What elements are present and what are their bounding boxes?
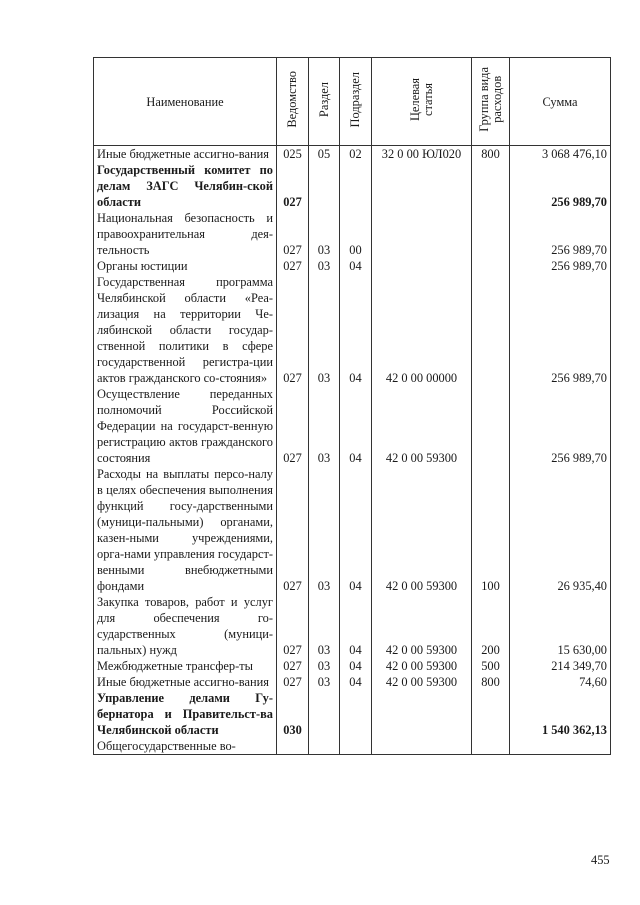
cell-summa: 26 935,40 — [510, 466, 611, 594]
budget-table — [93, 57, 611, 755]
cell-gruppa: 500 — [472, 658, 510, 674]
table-row — [94, 386, 611, 466]
cell-ved: 027 — [277, 466, 309, 594]
cell-name: Закупка товаров, работ и услуг для обеспечения го-сударственных (муници-пальных) нужд — [94, 594, 277, 658]
table-row — [94, 274, 611, 386]
cell-podrazdel: 04 — [340, 594, 372, 658]
cell-name: Расходы на выплаты персо-налу в целях обеспечения выполнения функций госу-дарственными (муници-пальными) органами, казен-ными учреждениями, орга-нами управления государст-венными внебюджетными фондами — [94, 466, 277, 594]
cell-podrazdel — [340, 162, 372, 210]
cell-podrazdel: 04 — [340, 386, 372, 466]
cell-ved: 030 — [277, 690, 309, 738]
cell-celevaya: 42 0 00 59300 — [372, 674, 472, 690]
cell-celevaya — [372, 738, 472, 755]
cell-podrazdel: 04 — [340, 674, 372, 690]
cell-razdel: 05 — [309, 146, 340, 163]
cell-summa: 15 630,00 — [510, 594, 611, 658]
cell-razdel: 03 — [309, 210, 340, 258]
cell-celevaya: 32 0 00 ЮЛ020 — [372, 146, 472, 163]
cell-ved: 027 — [277, 674, 309, 690]
header-summa — [510, 58, 611, 146]
cell-name: Осуществление переданных полномочий Российской Федерации на государст-венную регистрацию актов гражданского состояния — [94, 386, 277, 466]
cell-podrazdel: 00 — [340, 210, 372, 258]
table-header — [94, 58, 611, 146]
cell-podrazdel: 04 — [340, 658, 372, 674]
cell-razdel: 03 — [309, 674, 340, 690]
cell-gruppa — [472, 210, 510, 258]
cell-summa: 256 989,70 — [510, 258, 611, 274]
cell-name: Органы юстиции — [94, 258, 277, 274]
cell-podrazdel: 02 — [340, 146, 372, 163]
cell-razdel: 03 — [309, 466, 340, 594]
table-row — [94, 674, 611, 690]
header-ved — [277, 58, 309, 146]
page-number: 455 — [591, 853, 610, 867]
cell-ved: 027 — [277, 274, 309, 386]
cell-razdel: 03 — [309, 386, 340, 466]
cell-razdel: 03 — [309, 594, 340, 658]
cell-name: Межбюджетные трансфер-ты — [94, 658, 277, 674]
cell-ved: 025 — [277, 146, 309, 163]
cell-name: Управление делами Гу-бернатора и Правительст-ва Челябинской области — [94, 690, 277, 738]
cell-celevaya — [372, 162, 472, 210]
header-summa-label: Сумма — [542, 94, 578, 109]
cell-celevaya — [372, 258, 472, 274]
table-row — [94, 210, 611, 258]
cell-name: Иные бюджетные ассигно-вания — [94, 674, 277, 690]
cell-name: Общегосударственные во- — [94, 738, 277, 755]
cell-podrazdel — [340, 738, 372, 755]
cell-summa: 256 989,70 — [510, 210, 611, 258]
cell-ved — [277, 738, 309, 755]
cell-gruppa: 800 — [472, 146, 510, 163]
cell-razdel: 03 — [309, 258, 340, 274]
table-row — [94, 690, 611, 738]
cell-ved: 027 — [277, 386, 309, 466]
cell-celevaya — [372, 210, 472, 258]
cell-ved: 027 — [277, 594, 309, 658]
cell-gruppa: 200 — [472, 594, 510, 658]
table-row — [94, 466, 611, 594]
cell-celevaya: 42 0 00 59300 — [372, 386, 472, 466]
cell-celevaya: 42 0 00 59300 — [372, 594, 472, 658]
table-row — [94, 594, 611, 658]
cell-summa: 256 989,70 — [510, 274, 611, 386]
cell-podrazdel: 04 — [340, 466, 372, 594]
cell-gruppa — [472, 738, 510, 755]
cell-celevaya — [372, 690, 472, 738]
cell-gruppa — [472, 690, 510, 738]
cell-razdel — [309, 162, 340, 210]
header-razdel — [309, 58, 340, 146]
cell-celevaya: 42 0 00 59300 — [372, 466, 472, 594]
header-celevaya-label: Целевая статья — [407, 77, 435, 122]
table-body — [94, 146, 611, 755]
header-podrazdel — [340, 58, 372, 146]
cell-summa: 1 540 362,13 — [510, 690, 611, 738]
header-name — [94, 58, 277, 146]
header-gruppa — [472, 58, 510, 146]
cell-summa: 256 989,70 — [510, 386, 611, 466]
cell-gruppa — [472, 258, 510, 274]
cell-razdel: 03 — [309, 658, 340, 674]
cell-name: Государственный комитет по делам ЗАГС Челябин-ской области — [94, 162, 277, 210]
cell-gruppa: 800 — [472, 674, 510, 690]
cell-summa: 214 349,70 — [510, 658, 611, 674]
cell-gruppa — [472, 162, 510, 210]
cell-podrazdel: 04 — [340, 258, 372, 274]
cell-summa — [510, 738, 611, 755]
cell-podrazdel — [340, 690, 372, 738]
cell-name: Национальная безопасность и правоохранительная дея-тельность — [94, 210, 277, 258]
cell-razdel — [309, 690, 340, 738]
cell-ved: 027 — [277, 658, 309, 674]
cell-razdel: 03 — [309, 274, 340, 386]
cell-gruppa — [472, 386, 510, 466]
table-row — [94, 658, 611, 674]
cell-ved: 027 — [277, 210, 309, 258]
cell-gruppa: 100 — [472, 466, 510, 594]
header-name-label: Наименование — [146, 94, 224, 109]
table-row — [94, 162, 611, 210]
header-podrazdel-label: Подраздел — [348, 71, 362, 128]
table-row — [94, 738, 611, 755]
cell-summa: 256 989,70 — [510, 162, 611, 210]
cell-ved: 027 — [277, 162, 309, 210]
table-row — [94, 258, 611, 274]
cell-celevaya: 42 0 00 00000 — [372, 274, 472, 386]
cell-name: Иные бюджетные ассигно-вания — [94, 146, 277, 163]
cell-razdel — [309, 738, 340, 755]
header-ved-label: Ведомство — [285, 71, 299, 128]
cell-gruppa — [472, 274, 510, 386]
header-celevaya — [372, 58, 472, 146]
cell-summa: 74,60 — [510, 674, 611, 690]
header-razdel-label: Раздел — [316, 81, 331, 118]
header-gruppa-label: Группа вида расходов — [476, 67, 504, 132]
cell-podrazdel: 04 — [340, 274, 372, 386]
cell-name: Государственная программа Челябинской области «Реа-лизация на территории Че-лябинской области государ-ственной политики в сфере государственной регистра-ции актов гражданского со-стояния» — [94, 274, 277, 386]
cell-summa: 3 068 476,10 — [510, 146, 611, 163]
cell-celevaya: 42 0 00 59300 — [372, 658, 472, 674]
cell-ved: 027 — [277, 258, 309, 274]
table-row — [94, 146, 611, 163]
